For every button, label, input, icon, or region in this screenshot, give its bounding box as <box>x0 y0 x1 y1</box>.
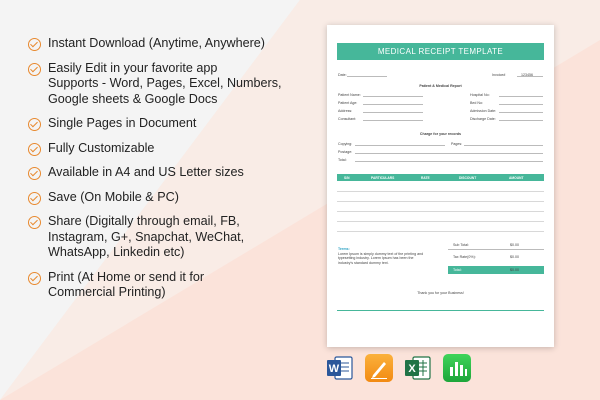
table-row <box>337 231 544 232</box>
table-header-amount: AMOUNT <box>509 175 524 180</box>
feature-item <box>28 270 328 301</box>
tax-rate-label: Tax Rate(0%): <box>453 255 476 259</box>
footer-line <box>337 310 544 311</box>
feature-item <box>28 190 328 206</box>
field-line <box>355 161 543 162</box>
feature-item <box>28 116 328 132</box>
feature-list <box>28 36 328 310</box>
document-title: MEDICAL RECEIPT TEMPLATE <box>337 43 544 60</box>
word-icon <box>326 354 354 382</box>
invoice-label: Invoice# <box>492 73 506 77</box>
feature-text: Fully Customizable <box>48 140 155 155</box>
bed-no-label: Bed No: <box>470 101 483 105</box>
feature-item <box>28 141 328 157</box>
table-header-sn: S/N <box>344 175 350 180</box>
app-icons <box>326 354 471 382</box>
feature-item <box>28 61 328 108</box>
field-line <box>363 112 423 113</box>
table-header <box>337 174 544 181</box>
subtotal-label: Sub Total: <box>453 243 469 247</box>
hospital-no-label: Hospital No: <box>470 93 490 97</box>
admission-date-label: Admission Date: <box>470 109 497 113</box>
check-circle-icon <box>28 272 41 285</box>
address-label: Address: <box>338 109 353 113</box>
field-line <box>363 104 423 105</box>
field-line <box>499 96 543 97</box>
field-line <box>355 153 543 154</box>
feature-text: Easily Edit in your favorite app Supports - Word, Pages, Excel, Numbers, Google sheets & Google Docs <box>48 60 282 106</box>
table-row <box>337 201 544 202</box>
table-row <box>337 191 544 192</box>
check-circle-icon <box>28 118 41 131</box>
total-label: Total: <box>453 268 462 272</box>
copying-label: Copying: <box>338 142 353 146</box>
field-line <box>499 112 543 113</box>
thank-you-text: Thank you for your Business! <box>417 291 464 295</box>
totals-line <box>448 249 544 250</box>
invoice-value: 123456 <box>521 73 533 77</box>
feature-item <box>28 36 328 52</box>
terms-body: Lorem Ipsum is simply dummy text of the printing and typesetting industry. Lorem Ipsum has been the industry's standard dummy text. <box>338 252 424 265</box>
check-circle-icon <box>28 216 41 229</box>
pages-icon <box>365 354 393 382</box>
feature-text: Single Pages in Document <box>48 116 197 130</box>
table-header-discount: DISCOUNT <box>459 175 477 180</box>
terms-title: Terms: <box>338 247 350 251</box>
date-line <box>347 76 387 77</box>
check-circle-icon <box>28 63 41 76</box>
check-circle-icon <box>28 143 41 156</box>
table-header-particulars: PARTICULARS <box>371 175 395 180</box>
feature-item <box>28 214 328 261</box>
discharge-date-label: Discharge Date: <box>470 117 496 121</box>
patient-age-label: Patient Age: <box>338 101 358 105</box>
postage-label: Postage: <box>338 150 353 154</box>
tax-rate-value: $0.00 <box>510 255 519 259</box>
subtotal-value: $0.00 <box>510 243 519 247</box>
receipt-document-preview <box>327 25 554 347</box>
table-row <box>337 221 544 222</box>
feature-text: Available in A4 and US Letter sizes <box>48 165 244 179</box>
total-charge-label: Total: <box>338 158 347 162</box>
invoice-line <box>517 76 543 77</box>
field-line <box>499 120 543 121</box>
consultant-label: Consultant: <box>338 117 357 121</box>
patient-name-label: Patient Name: <box>338 93 361 97</box>
field-line <box>355 145 445 146</box>
pages-label: Pages: <box>451 142 463 146</box>
svg-text:X: X <box>408 363 416 375</box>
feature-text: Share (Digitally through email, FB, Instagram, G+, Snapchat, WeChat, WhatsApp, Linkedin etc) <box>48 214 245 259</box>
field-line <box>499 104 543 105</box>
feature-item <box>28 165 328 181</box>
section-charges: Charge for your records <box>419 132 462 136</box>
field-line <box>363 120 423 121</box>
section-patient-report: Patient & Medical Report <box>419 84 462 88</box>
feature-text: Print (At Home or send it for Commercial Printing) <box>48 269 205 299</box>
check-circle-icon <box>28 192 41 205</box>
check-circle-icon <box>28 167 41 180</box>
field-line <box>464 145 543 146</box>
feature-text: Save (On Mobile & PC) <box>48 189 179 204</box>
numbers-icon <box>443 354 471 382</box>
total-value: $0.00 <box>510 268 519 272</box>
date-label: Date: <box>338 73 347 77</box>
field-line <box>363 96 423 97</box>
table-row <box>337 211 544 212</box>
total-band <box>448 266 544 274</box>
table-header-rate: RATE <box>421 175 430 180</box>
excel-icon <box>404 354 432 382</box>
feature-text: Instant Download (Anytime, Anywhere) <box>48 36 265 50</box>
check-circle-icon <box>28 38 41 51</box>
svg-text:W: W <box>328 363 340 375</box>
